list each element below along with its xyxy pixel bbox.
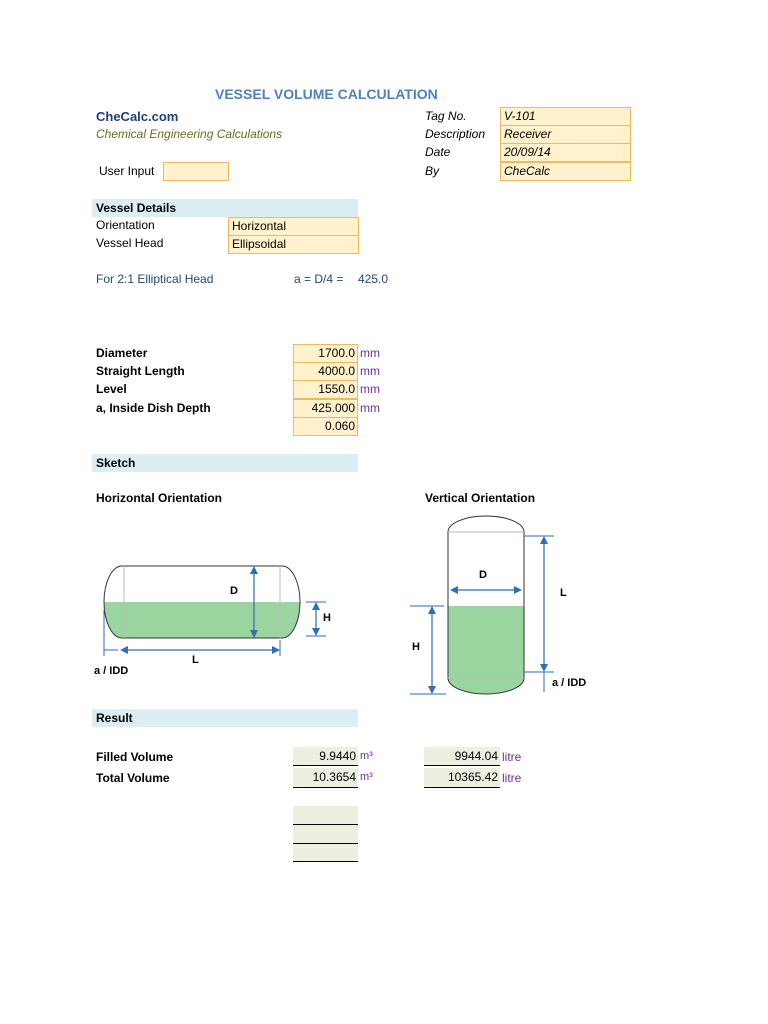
total-volume-litre: 10365.42 [424,768,500,788]
horizontal-idd-label: a / IDD [94,665,129,677]
filled-volume-label: Filled Volume [96,750,174,764]
dish-depth-field[interactable]: 425.000 [293,399,358,418]
user-input-label: User Input [99,164,155,178]
by-label: By [425,164,440,178]
orientation-field[interactable]: Horizontal [228,217,359,236]
tag-no-label: Tag No. [425,109,467,123]
total-volume-m3-unit: m³ [360,771,373,783]
by-field[interactable]: CheCalc [500,162,631,181]
filled-volume-m3: 9.9440 [293,747,358,766]
vertical-d-label: D [479,569,487,581]
vertical-l-label: L [560,587,567,599]
site-link[interactable]: CheCalc.com [96,109,179,124]
extra-field[interactable]: 0.060 [293,417,358,436]
level-label: Level [96,382,127,396]
diameter-label: Diameter [96,346,148,360]
blank-result-cell-2 [293,825,358,844]
straight-length-unit: mm [360,364,380,378]
result-heading: Result [92,709,358,727]
horizontal-orientation-label: Horizontal Orientation [96,491,222,505]
elliptical-value: 425.0 [358,272,389,286]
page-title: VESSEL VOLUME CALCULATION [215,86,438,102]
dish-depth-label: a, Inside Dish Depth [96,401,211,415]
straight-length-field[interactable]: 4000.0 [293,362,358,381]
total-volume-m3: 10.3654 [293,768,358,788]
vessel-head-field[interactable]: Ellipsoidal [228,235,359,254]
vertical-idd-label: a / IDD [552,677,587,689]
straight-length-label: Straight Length [96,364,185,378]
orientation-label: Orientation [96,218,155,232]
horizontal-d-label: D [230,585,238,597]
blank-result-cell-3 [293,844,358,862]
horizontal-h-label: H [323,612,331,624]
date-label: Date [425,145,451,159]
elliptical-formula: a = D/4 = [294,272,344,286]
filled-volume-litre-unit: litre [502,750,522,764]
filled-volume-m3-unit: m³ [360,750,373,762]
tag-no-field[interactable]: V-101 [500,107,631,126]
site-subtitle: Chemical Engineering Calculations [96,127,283,141]
total-volume-litre-unit: litre [502,771,522,785]
sketch-heading: Sketch [92,454,358,472]
level-field[interactable]: 1550.0 [293,380,358,399]
date-field[interactable]: 20/09/14 [500,143,631,162]
vertical-liquid [444,606,528,698]
vessel-head-label: Vessel Head [96,236,164,250]
horizontal-l-label: L [192,654,199,666]
vertical-vessel-sketch [400,512,600,702]
vessel-details-heading: Vessel Details [92,199,358,217]
description-field[interactable]: Receiver [500,125,631,144]
level-unit: mm [360,382,380,396]
horizontal-liquid [98,602,308,642]
diameter-unit: mm [360,346,380,360]
vertical-h-label: H [412,641,420,653]
dish-depth-unit: mm [360,401,380,415]
user-input-legend-swatch [163,162,229,181]
horizontal-vessel-sketch [88,560,348,680]
total-volume-label: Total Volume [96,771,170,785]
diameter-field[interactable]: 1700.0 [293,344,358,363]
blank-result-cell-1 [293,806,358,825]
filled-volume-litre: 9944.04 [424,747,500,766]
elliptical-head-label: For 2:1 Elliptical Head [96,272,214,286]
description-label: Description [425,127,486,141]
vertical-orientation-label: Vertical Orientation [425,491,536,505]
